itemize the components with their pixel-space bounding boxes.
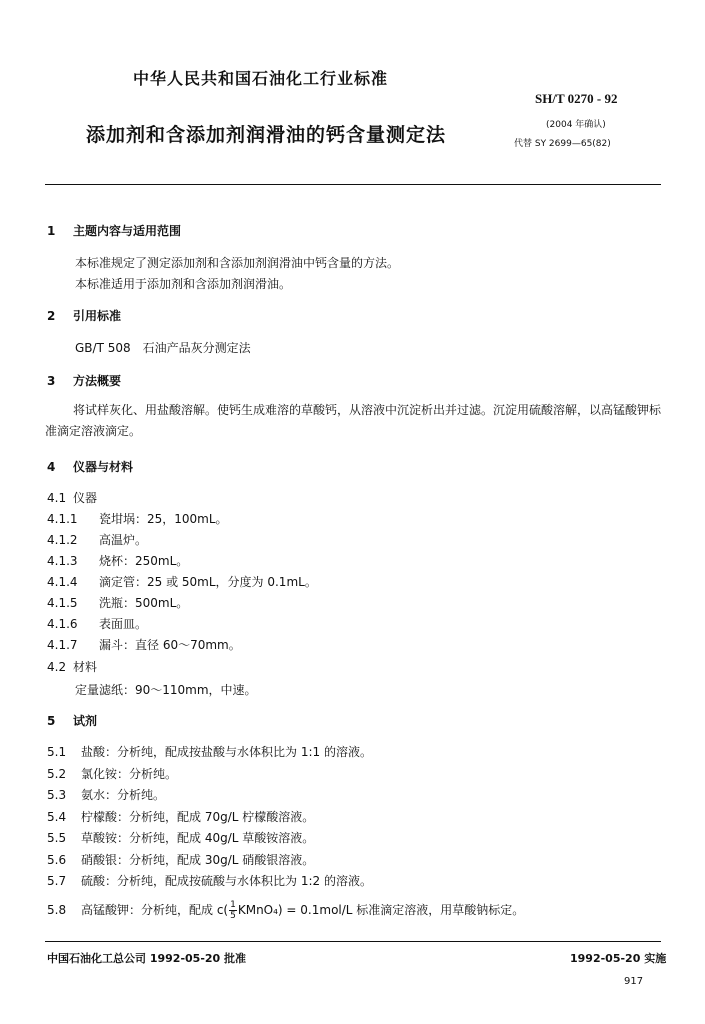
header-rule [45, 184, 661, 185]
list-item: 4.1.4 滴定管：25 或 50mL，分度为 0.1mL。 [47, 575, 317, 589]
section-5-heading: 5 试剂 [47, 714, 98, 728]
page-number: 917 [624, 976, 644, 987]
list-item: 4.1.1 瓷坩埚：25，100mL。 [47, 512, 228, 526]
section-1-heading: 1 主题内容与适用范围 [47, 224, 182, 238]
section-2-heading: 2 引用标准 [47, 309, 122, 323]
subsection-4-2: 4.2 材料 [47, 660, 98, 674]
implementation-date: 1992-05-20 实施 [570, 952, 667, 965]
standard-code: SH/T 0270 - 92 [535, 91, 618, 106]
material-filter-paper: 定量滤纸：90～110mm，中速。 [75, 683, 257, 697]
list-item: 4.1.7 漏斗：直径 60～70mm。 [47, 638, 241, 652]
subsection-4-1: 4.1 仪器 [47, 491, 98, 505]
list-item: 5.1 盐酸：分析纯，配成按盐酸与水体积比为 1:1 的溶液。 [47, 745, 372, 759]
list-item-potassium-permanganate: 5.8 高锰酸钾：分析纯，配成 c( $\frac{1}{5}$ KMnO₄) = 0.1mol/L 标准滴定溶液，用草酸钠标定。 [47, 900, 525, 921]
list-item: 4.1.2 高温炉。 [47, 533, 148, 547]
list-item: 5.7 硫酸：分析纯，配成按硫酸与水体积比为 1:2 的溶液。 [47, 874, 372, 888]
confirmation-note: (2004 年确认) [546, 120, 606, 130]
issuing-organization: 中华人民共和国石油化工行业标准 [133, 69, 389, 88]
list-item: 5.2 氯化铵：分析纯。 [47, 767, 178, 781]
approval-line: 中国石油化工总公司 1992-05-20 批准 [47, 952, 247, 965]
section-4-heading: 4 仪器与材料 [47, 460, 134, 474]
section-2-reference: GB/T 508 石油产品灰分测定法 [75, 341, 251, 355]
section-3-heading: 3 方法概要 [47, 374, 122, 388]
fraction-one-fifth: $\frac{1}{5}$ [230, 900, 236, 921]
footer-rule [45, 941, 661, 942]
replaces-note: 代替 SY 2699—65(82) [514, 139, 611, 149]
list-item: 5.6 硝酸银：分析纯，配成 30g/L 硝酸银溶液。 [47, 853, 315, 867]
list-item: 5.4 柠檬酸：分析纯，配成 70g/L 柠檬酸溶液。 [47, 810, 315, 824]
list-item: 5.5 草酸铵：分析纯，配成 40g/L 草酸铵溶液。 [47, 831, 315, 845]
document-title: 添加剂和含添加剂润滑油的钙含量测定法 [86, 124, 447, 146]
list-item: 4.1.3 烧杯：250mL。 [47, 554, 189, 568]
section-3-paragraph: 将试样灰化、用盐酸溶解。使钙生成难溶的草酸钙，从溶液中沉淀析出并过滤。沉淀用硫酸溶解，以高锰酸钾标准滴定溶液滴定。 [45, 403, 662, 438]
list-item: 5.3 氨水：分析纯。 [47, 788, 166, 802]
section-1-paragraph-1: 本标准规定了测定添加剂和含添加剂润滑油中钙含量的方法。 [75, 256, 400, 270]
list-item: 4.1.6 表面皿。 [47, 617, 148, 631]
section-1-paragraph-2: 本标准适用于添加剂和含添加剂润滑油。 [75, 277, 292, 291]
list-item: 4.1.5 洗瓶：500mL。 [47, 596, 189, 610]
